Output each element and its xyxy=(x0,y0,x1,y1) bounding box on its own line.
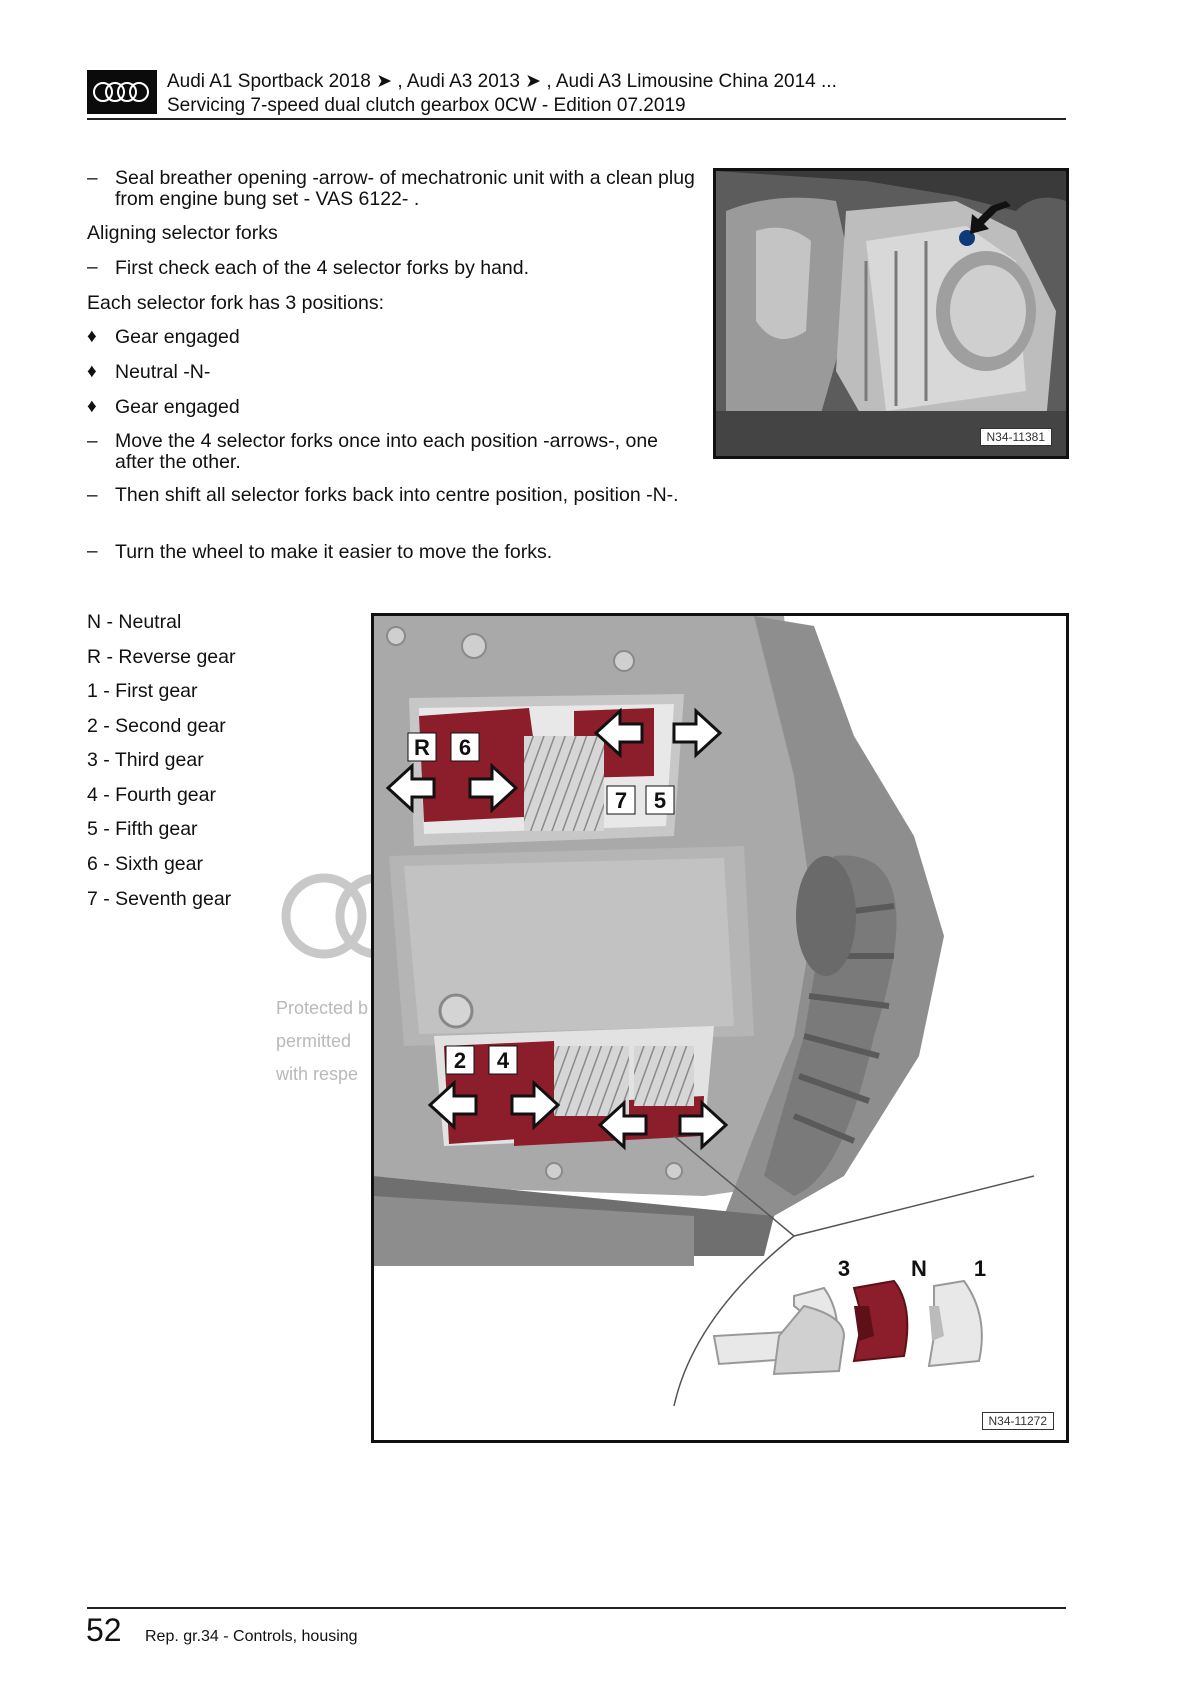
position-item: Gear engaged xyxy=(115,396,240,418)
footer-chapter: Rep. gr.34 - Controls, housing xyxy=(145,1628,358,1645)
step-move-forks: Move the 4 selector forks once into each position -arrows-, one after the other. xyxy=(115,430,659,473)
dash-marker: – xyxy=(87,431,98,452)
footer-rule xyxy=(87,1607,1066,1609)
legend-item: 2 - Second gear xyxy=(87,715,226,737)
audi-logo xyxy=(87,70,157,114)
dash-marker: – xyxy=(87,257,98,278)
label-two: 2 xyxy=(453,1048,467,1073)
watermark-text: Protected b xyxy=(276,998,369,1018)
watermark-text: permitted xyxy=(276,1031,352,1051)
step-centre-position: Then shift all selector forks back into centre position, position -N-. xyxy=(115,484,679,506)
step-check-forks: First check each of the 4 selector forks by hand. xyxy=(115,257,530,279)
legend-item: 5 - Fifth gear xyxy=(87,818,198,840)
dash-marker: – xyxy=(87,485,98,506)
page-number: 52 xyxy=(86,1612,122,1648)
legend-item: 7 - Seventh gear xyxy=(87,888,232,910)
step-seal-breather: Seal breather opening -arrow- of mechatronic unit with a clean plug from engine bung set - VAS 6122- . xyxy=(115,167,695,210)
label-one: 1 xyxy=(973,1256,987,1281)
watermark-text: with respe xyxy=(276,1064,359,1084)
audi-rings-icon xyxy=(87,70,157,114)
label-r: R xyxy=(414,735,430,760)
section-heading: Aligning selector forks xyxy=(87,222,278,244)
legend-item: 1 - First gear xyxy=(87,680,198,702)
label-three: 3 xyxy=(837,1256,851,1281)
figure-selector-forks xyxy=(371,613,1069,1443)
dash-marker: – xyxy=(87,168,98,189)
legend-item: 4 - Fourth gear xyxy=(87,784,216,806)
step-turn-wheel: Turn the wheel to make it easier to move the forks. xyxy=(115,541,553,563)
label-six: 6 xyxy=(458,735,472,760)
header-rule xyxy=(87,118,1066,120)
position-item: Gear engaged xyxy=(115,326,240,348)
legend-item: R - Reverse gear xyxy=(87,646,236,668)
legend-item: N - Neutral xyxy=(87,611,182,633)
positions-intro: Each selector fork has 3 positions: xyxy=(87,292,384,314)
bullet-icon: ♦ xyxy=(87,326,97,347)
position-item: Neutral -N- xyxy=(115,361,211,383)
label-neutral: N xyxy=(911,1256,927,1281)
label-five: 5 xyxy=(653,788,667,813)
figure-mechatronic-breather xyxy=(713,168,1069,459)
bullet-icon: ♦ xyxy=(87,396,97,417)
legend-item: 6 - Sixth gear xyxy=(87,853,203,875)
gearbox-housing-illustration xyxy=(716,171,1066,456)
selector-forks-illustration xyxy=(374,616,1066,1440)
label-four: 4 xyxy=(496,1048,510,1073)
figure-code: N34-11272 xyxy=(982,1412,1055,1430)
bullet-icon: ♦ xyxy=(87,361,97,382)
header-subtitle: Servicing 7-speed dual clutch gearbox 0CW - Edition 07.2019 xyxy=(167,95,686,116)
header-title: Audi A1 Sportback 2018 ➤ , Audi A3 2013 ➤ , Audi A3 Limousine China 2014 ... xyxy=(167,71,837,92)
legend-item: 3 - Third gear xyxy=(87,749,204,771)
figure-code: N34-11381 xyxy=(980,428,1053,446)
label-seven: 7 xyxy=(614,788,628,813)
dash-marker: – xyxy=(87,541,98,562)
